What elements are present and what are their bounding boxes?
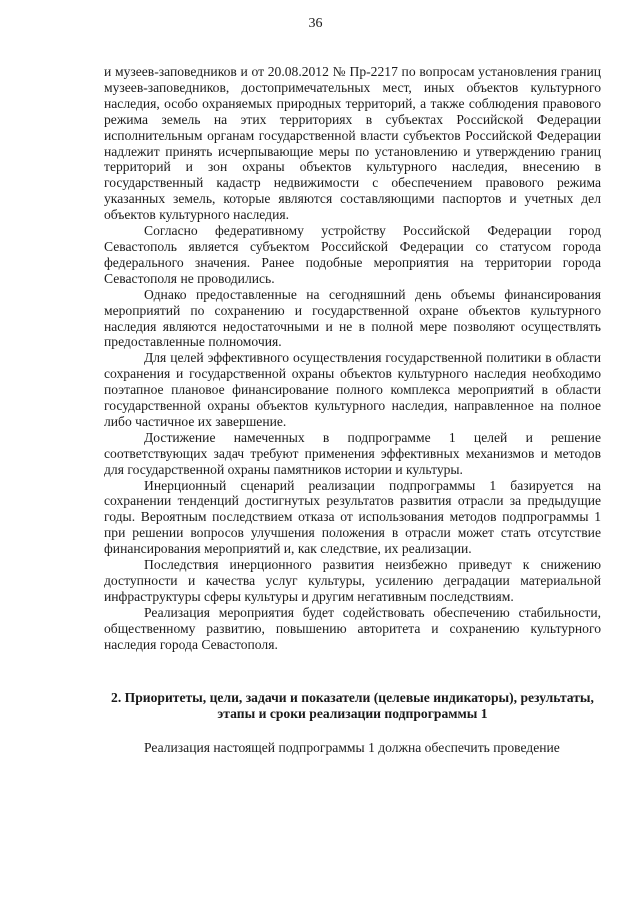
paragraph-4: Для целей эффективного осуществления государственной политики в области сохранения и государственной охраны объектов культурного наследия необходимо поэтапное плановое финансирование полного комплекса мероприятий в области государственной охраны объектов культурного наследия, направленное на полное либо частичное их завершение. xyxy=(104,350,601,429)
paragraph-1: и музеев-заповедников и от 20.08.2012 № Пр-2217 по вопросам установления границ музеев-заповедников, достопримечательных мест, иных объектов культурного наследия, особо охраняемых природных территорий, а также соблюдения правового режима земель на этих территориях в субъектах Российской Федерации исполнительным органам государственной власти субъектов Российской Федерации надлежит принять исчерпывающие меры по установлению и утверждению границ территорий и зон охраны объектов культурного наследия, внесению в государственный кадастр недвижимости с обеспечением правового режима указанных земель, которые являются составляющими паспортов и учетных дел объектов культурного наследия. xyxy=(104,64,601,223)
section-heading: 2. Приоритеты, цели, задачи и показатели (целевые индикаторы), результаты, этапы и сроки реализации подпрограммы 1 xyxy=(111,689,594,721)
paragraph-2: Согласно федеративному устройству Российской Федерации город Севастополь является субъектом Российской Федерации со статусом города федерального значения. Ранее подобные мероприятия на территории города Севастополя не проводились. xyxy=(104,223,601,286)
paragraph-3: Однако предоставленные на сегодняшний день объемы финансирования мероприятий по сохранению и государственной охране объектов культурного наследия являются недостаточными и не в полной мере позволяют осуществлять предоставленные полномочия. xyxy=(104,286,601,350)
paragraph-6: Инерционный сценарий реализации подпрограммы 1 базируется на сохранении тенденций достигнутых результатов развития отрасли за предыдущие годы. Вероятным последствием отказа от использования методов подпрограммы 1 при решении вопросов улучшения положения в отрасли может стать отсутствие финансирования мероприятий и, как следствие, их реализации. xyxy=(104,477,601,557)
paragraph-7: Последствия инерционного развития неизбежно приведут к снижению доступности и качества услуг культуры, усилению деградации материальной инфраструктуры сферы культуры и другим негативным последствиям. xyxy=(104,557,601,604)
document-body xyxy=(104,64,601,756)
paragraph-9: Реализация настоящей подпрограммы 1 должна обеспечить проведение xyxy=(144,740,560,756)
paragraph-5: Достижение намеченных в подпрограмме 1 целей и решение соответствующих задач требуют применения эффективных механизмов и методов для государственной охраны памятников истории и культуры. xyxy=(104,429,601,477)
page-number: 36 xyxy=(308,16,323,31)
paragraph-8: Реализация мероприятия будет содействовать обеспечению стабильности, общественному развитию, повышению авторитета и сохранению культурного наследия города Севастополя. xyxy=(104,604,601,652)
